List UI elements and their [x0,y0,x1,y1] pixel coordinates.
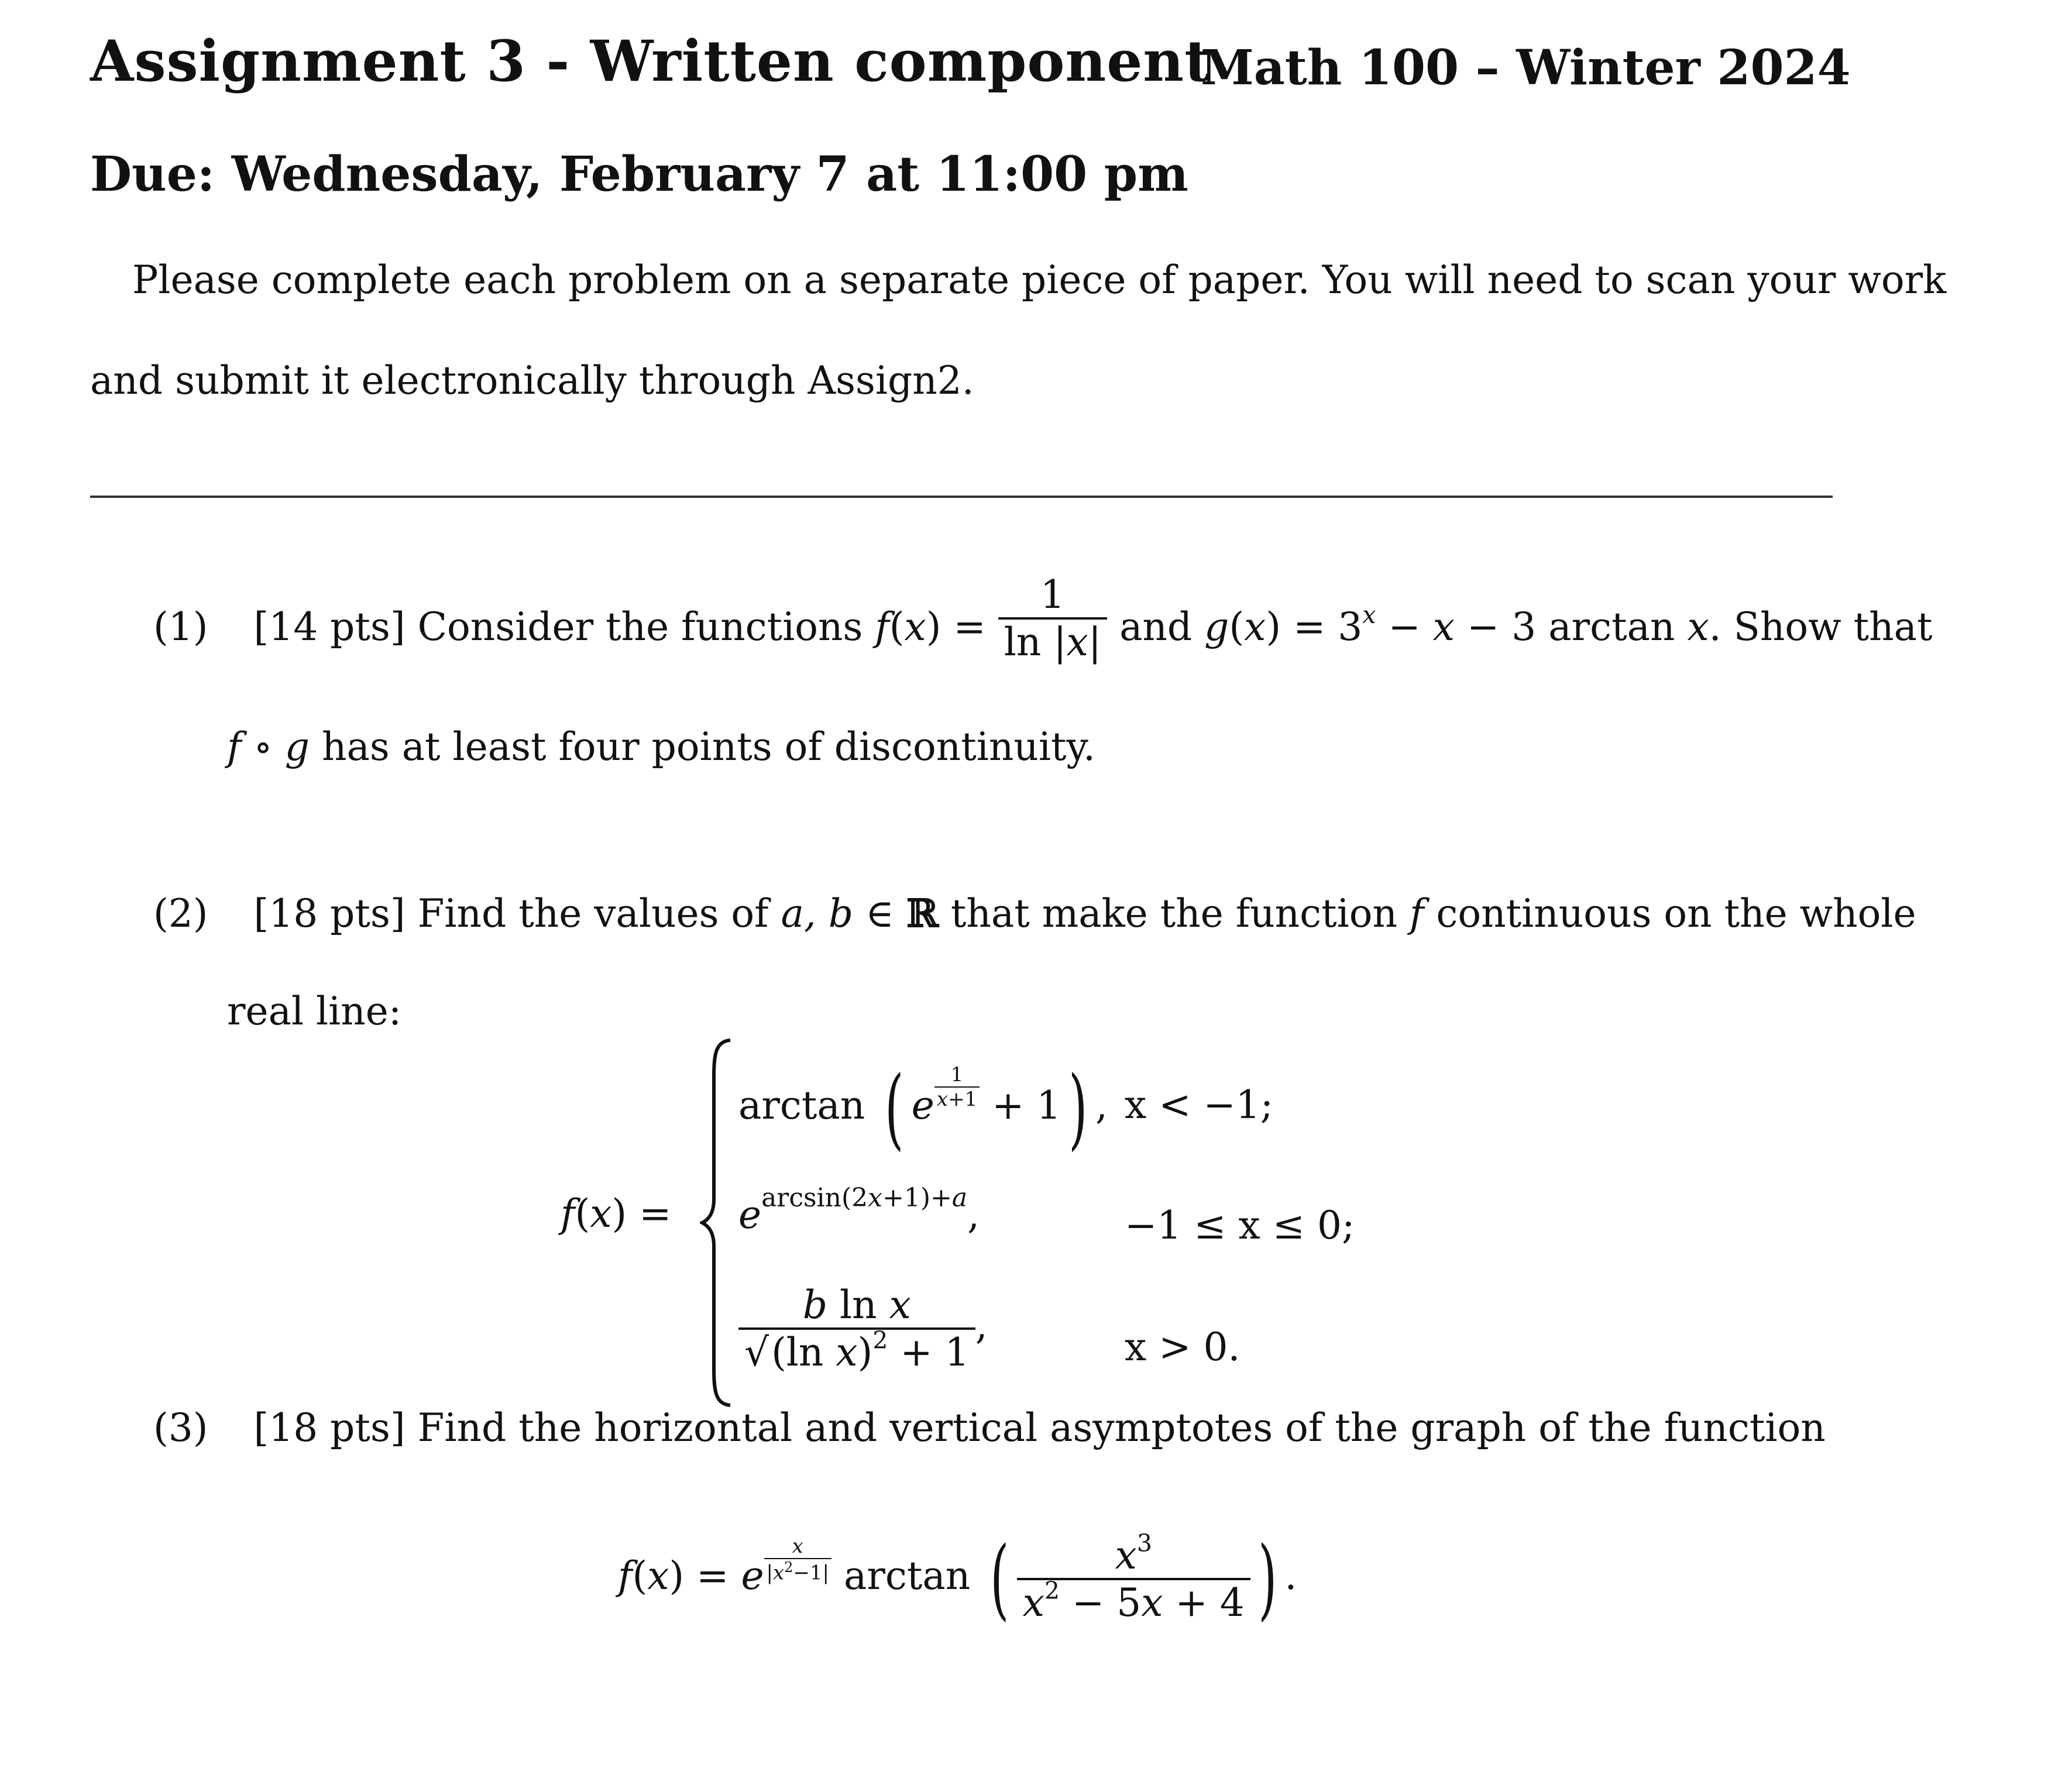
problem-1-f-definition: f(x) = $\frac{1}{\ln |x|}$ [875,604,1119,649]
case-3-condition: x > 0. [1125,1325,1241,1370]
piecewise-lhs: f(x) = [561,1191,672,1236]
problem-1-number: (1) [153,604,208,649]
intro-line-1: Please complete each problem on a separate piece of paper. You will need to scan your work [132,257,1947,302]
case-2-condition: −1 ≤ x ≤ 0; [1125,1203,1355,1248]
problem-2-points: [18 pts] [253,891,406,936]
piecewise-brace [700,1036,735,1410]
problem-3 [153,1405,1826,1450]
problem-1-line-2: f ∘ g has at least four points of discontinuity. [227,724,1095,769]
problem-2-text-a: Find the values of [417,891,769,936]
problem-1-text: Consider the functions [417,604,863,649]
problem-3-points: [18 pts] [253,1405,406,1450]
problem-3-number: (3) [153,1405,208,1450]
case-1-condition: x < −1; [1125,1082,1274,1127]
problem-1-g-definition: $g(x) = 3^x - x - 3$ arctan x. [1204,601,1734,649]
case-2-expression: $e^{arcsin(2x+1)+a}$, [738,1183,980,1237]
problem-3-formula: f(x) = e $^{\frac{x}{|x^2-1|}}$ arctan ( $\frac{x^3}{x^2 - 5x + 4}$ ) . [618,1528,1297,1630]
section-divider [90,496,1833,498]
problem-1-and: and [1119,604,1193,649]
problem-2: (2) [18 pts] Find the values of a, b ∈ ℝ that make the function f continuous on the whole [153,890,1916,936]
problem-2-vars: a, b [781,891,854,936]
problem-1-points: [14 pts] [253,604,406,649]
assignment-title: Assignment 3 - Written component [90,28,1211,94]
problem-2-line-2: real line: [227,989,402,1034]
problem-2-fname: f [1410,891,1424,936]
case-3-expression: $\frac{\text{b ln x}}{√(\ln x)^2 + 1}$ , [738,1282,988,1375]
problem-2-text-c: continuous on the whole [1436,891,1916,936]
case-1-expression: arctan ( e $^{\frac{1}{x+1}}$ + 1) , [738,1058,1108,1160]
problem-1-show-that: Show that [1733,604,1933,649]
intro-line-2: and submit it electronically through Assign2. [90,358,974,403]
problem-2-number: (2) [153,891,208,936]
course-term: Math 100 – Winter 2024 [1201,40,1851,96]
problem-2-text-b: that make the function [950,891,1398,936]
problem-1 [153,572,1933,665]
composite-function: f [227,724,242,769]
due-date: Due: Wednesday, February 7 at 11:00 pm [90,146,1188,202]
problem-1-text-b: has at least four points of discontinuity. [322,724,1095,769]
problem-3-text: Find the horizontal and vertical asymptotes of the graph of the function [417,1405,1826,1450]
